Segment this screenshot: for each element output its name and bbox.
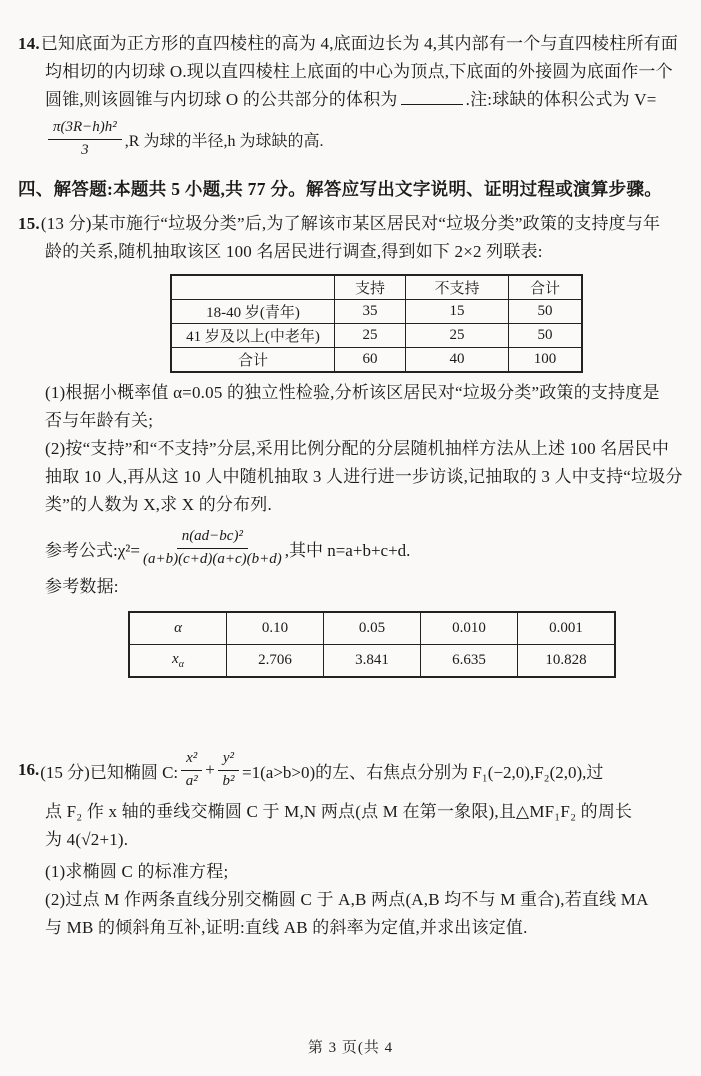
fraction-numerator: n(ad−bc)²: [177, 527, 248, 549]
table-cell: 3.841: [324, 645, 421, 678]
table-row: [171, 348, 582, 373]
table-cell: 合计: [171, 348, 335, 373]
table-cell: 0.10: [227, 612, 324, 645]
table-cell: 50: [509, 300, 583, 324]
answer-blank-underline: [401, 90, 463, 105]
fraction-denominator: 3: [81, 141, 89, 158]
table-cell: 25: [335, 324, 406, 348]
table-cell: 60: [335, 348, 406, 373]
q16-lead-text: (15 分)已知椭圆 C:: [40, 762, 179, 782]
table-row: [171, 324, 582, 348]
q15-number: 15.: [18, 214, 40, 233]
table-row: [129, 645, 615, 678]
q14-line-1: [18, 30, 687, 58]
q15-part2-line-1: (2)按“支持”和“不支持”分层,采用比例分配的分层随机抽样方法从上述 100 名居民中: [45, 439, 670, 458]
q14-number: 14.: [18, 34, 40, 53]
table-cell: 0.010: [421, 612, 518, 645]
q14-text-3b: .注:球缺的体积公式为 V=: [465, 90, 657, 109]
q14-line-2: 均相切的内切球 O.现以直四棱柱上底面的中心为顶点,下底面的外接圆为底面作一个: [45, 62, 673, 81]
blank-space: [18, 678, 687, 742]
table-header-row: [171, 275, 582, 300]
q14-tail-text: ,R 为球的半径,h 为球缺的高.: [124, 132, 324, 150]
question-14: [18, 30, 687, 164]
q15-intro-text-1: (13 分)某市施行“垃圾分类”后,为了解该市某区居民对“垃圾分类”政策的支持度与年: [40, 214, 661, 233]
table-cell: 35: [335, 300, 406, 324]
q16-part2-line-1: (2)过点 M 作两条直线分别交椭圆 C 于 A,B 两点(A,B 均不与 M 重合),若直线 MA: [45, 890, 649, 909]
q15-intro-line-2: 龄的关系,随机抽取该区 100 名居民进行调查,得到如下 2×2 列联表:: [45, 242, 543, 261]
q15-part1-line-2: 否与年龄有关;: [45, 411, 154, 430]
q16-after-fraction-text: =1(a>b>0)的左、右焦点分别为 F₁(−2,0),F₂(2,0),过: [242, 762, 604, 782]
plus-sign: +: [205, 760, 215, 779]
x-alpha-base: x: [172, 651, 179, 667]
fraction-denominator: b²: [222, 772, 235, 789]
fraction-denominator: (a+b)(c+d)(a+c)(b+d): [142, 550, 282, 567]
q15-part2-line-3: 类”的人数为 X,求 X 的分布列.: [45, 495, 272, 514]
table-cell: 15: [406, 300, 509, 324]
table-cell: [171, 275, 335, 300]
table-cell: 10.828: [518, 645, 616, 678]
q16-part2-line-2: 与 MB 的倾斜角互补,证明:直线 AB 的斜率为定值,并求出该定值.: [45, 918, 528, 937]
table-cell: 合计: [509, 275, 583, 300]
table-row: [129, 612, 615, 645]
fraction-denominator: a²: [185, 772, 198, 789]
table-cell: 支持: [335, 275, 406, 300]
formula-tail: ,其中 n=a+b+c+d.: [284, 540, 411, 560]
fraction-numerator: y²: [218, 749, 239, 771]
table-cell: 0.05: [324, 612, 421, 645]
table-cell: [129, 645, 227, 678]
q14-text-1: 已知底面为正方形的直四棱柱的高为 4,底面边长为 4,其内部有一个与直四棱柱所有面: [40, 34, 679, 53]
q15-part1-line-1: (1)根据小概率值 α=0.05 的独立性检验,分析该区居民对“垃圾分类”政策的支持度是: [45, 383, 660, 402]
table-cell: 6.635: [421, 645, 518, 678]
q15-intro-line-1: [18, 210, 687, 238]
table-cell: 25: [406, 324, 509, 348]
chi-square-formula: [18, 523, 687, 573]
table-cell: 2.706: [227, 645, 324, 678]
q16-part1: (1)求椭圆 C 的标准方程;: [45, 862, 229, 881]
table-cell: 18-40 岁(青年): [171, 300, 335, 324]
q16-number: 16.: [18, 760, 40, 779]
q14-line-3: [18, 86, 687, 114]
fraction-numerator: x²: [181, 749, 202, 771]
x-alpha-subscript: α: [178, 659, 184, 670]
table-cell: 0.001: [518, 612, 616, 645]
q16-line-1: [18, 742, 687, 798]
q14-text-3a: 圆锥,则该圆锥与内切球 O 的公共部分的体积为: [45, 90, 398, 109]
q14-volume-formula-line: [18, 114, 687, 164]
sphere-cap-volume-fraction: [48, 118, 122, 160]
ellipse-y-fraction: [218, 749, 239, 791]
question-16: [18, 742, 687, 942]
chi-square-fraction: [143, 527, 282, 569]
page-footer: 第 3 页(共 4: [307, 1040, 394, 1056]
fraction-numerator: π(3R−h)h²: [48, 118, 122, 140]
table-cell: 50: [509, 324, 583, 348]
table-cell: 41 岁及以上(中老年): [171, 324, 335, 348]
q15-part2-line-2: 抽取 10 人,再从这 10 人中随机抽取 3 人进行进一步访谈,记抽取的 3 人中支持“垃圾分: [45, 467, 683, 486]
critical-value-table: [128, 611, 616, 678]
q16-line-2: 点 F₂ 作 x 轴的垂线交椭圆 C 于 M,N 两点(点 M 在第一象限),且△MF₁F₂ 的周长: [45, 802, 633, 821]
table-row: [171, 300, 582, 324]
table-cell: α: [129, 612, 227, 645]
formula-label: 参考公式:χ²=: [45, 540, 140, 560]
section-four-heading: 四、解答题:本题共 5 小题,共 77 分。解答应写出文字说明、证明过程或演算步骤。: [18, 179, 663, 199]
table-cell: 40: [406, 348, 509, 373]
table-cell: 不支持: [406, 275, 509, 300]
reference-data-label: 参考数据:: [45, 577, 119, 596]
table-cell: 100: [509, 348, 583, 373]
q16-line-3: 为 4(√2+1).: [45, 830, 129, 849]
ellipse-x-fraction: [181, 749, 202, 791]
question-15: [18, 210, 687, 678]
contingency-table: [170, 274, 583, 373]
